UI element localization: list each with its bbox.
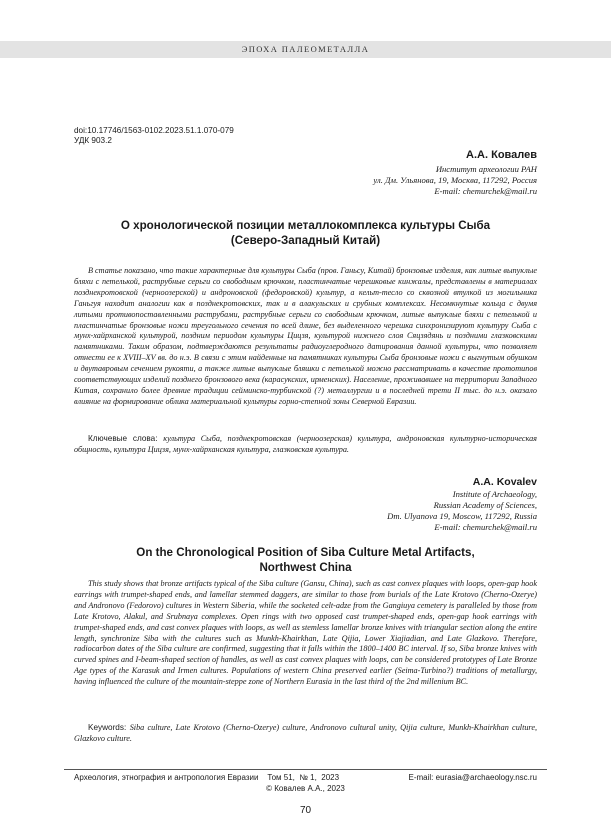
author-name-en: A.A. Kovalev [472,476,537,488]
section-header: ЭПОХА ПАЛЕОМЕТАЛЛА [0,41,611,58]
affiliation-line: Институт археологии РАН [435,164,537,174]
abstract-en: This study shows that bronze artifacts typical of the Siba culture (Gansu, China), such as cast convex plaques with loops, open-gap hook earrings with trumpet-shaped ends, and lamellar stemmed daggers, are similar to those from burials of the Late Krotovo (Cherno-Ozerye) and Andronovo (Fedorovo) cultures in Western Siberia, while the socketed celt-adze from the Gangiuya cemetery is paralleled by those from Late Krotovo, Alakul, and Srubnaya complexes. Open rings with two opposed cast trumpet-shaped ends, open-gap hook earrings with trumpet-shaped ends, and cast convex plaques with loops, as well as stemless lamellar bronze knives with triangular section along the entire length, synchronize Siba with the cultures such as Munkh-Khairkhan, Late Qijia, Lower Xiajiadian, and Late Glazkovo. Therefore, radiocarbon dates of the Siba culture are confirmed, suggesting that it falls within the 1800–1400 BC interval. If so, Siba bronze knives with curved spines and I-beam-shaped section of handles, as well as cast convex plaques with loops, can be considered prototypes of Late Bronze Age types of the Karasuk and Irmen cultures. Populations of western China preserved earlier (Seima-Turbino?) traditions of metallurgy, having influenced the culture of the mountain-steppe zone of Northern Eurasia in the last third of the 2nd millenium BC. [74,579,537,687]
footer-divider [64,769,547,770]
keywords-label: Keywords: [88,723,127,732]
title-line: (Северо-Западный Китай) [230,234,381,247]
keywords-label: Ключевые слова: [88,434,158,443]
footer-journal: Археология, этнография и антропология Евразии Том 51, № 1, 2023 [74,773,340,782]
article-title-ru [60,218,551,248]
keywords-ru [74,434,537,456]
keywords-text: культура Сыба, позднекротовская (черноозерская) культура, андроновская культурно-историческая общность, культура Цицзя, мунх-хайрханская культура, глазковская культура. [74,434,537,454]
footer-email: E-mail: eurasia@archaeology.nsc.ru [408,773,537,782]
title-line: On the Chronological Position of Siba Culture Metal Artifacts, [136,546,475,559]
keywords-en [74,723,537,745]
affiliation-line: Russian Academy of Sciences, [433,500,537,510]
title-line: О хронологической позиции металлокомплекса культуры Сыба [120,219,491,232]
page-number: 70 [299,805,312,816]
affiliation-email: E-mail: chemurchek@mail.ru [434,186,537,196]
keywords-text: Siba culture, Late Krotovo (Cherno-Ozerye) culture, Andronovo cultural unity, Qijia culture, Munkh-Khairkhan culture, Glazkovo culture. [74,723,537,743]
affiliation-line: Dm. Ulyanova 19, Moscow, 117292, Russia [387,511,537,521]
title-line: Northwest China [259,561,352,574]
affiliation-line: ул. Дм. Ульянова, 19, Москва, 117292, Россия [373,175,537,185]
affiliation-ru [373,164,537,197]
udk: УДК 903.2 [74,136,112,145]
author-name-ru: А.А. Ковалев [466,149,537,161]
abstract-ru: В статье показано, что такие характерные для культуры Сыба (пров. Ганьсу, Китай) бронзовые изделия, как литые выпуклые бляхи с петелькой, раструбные серьги со свободным крючком, пластинчатые черешковые кинжалы, представлены в материалах позднекротовской (черноозерской) и андроновской (федоровской) культур, а кельт-тесло со сквозной втулкой из могильника Ганьгуя находит аналогии как в позднекротовских, так и в алакульских и срубных комплексах. Несомкнутые кольца с двумя литыми противопоставленными раструбами, раструбные серьги со свободным крючком, литые выпуклые бляхи с петелькой и пластинчатые бронзовые ножи треугольного сечения по всей длине, без выделенного черешка синхронизируют культуру Сыба с мунх-хайрханской культурой, поздним периодом культуры Цицзя, культурой нижнего слоя Сяцзядянь и поздними глазковскими памятниками. Таким образом, подтверждаются результаты радиоуглеродного датирования данной культуры, что позволяет отнести ее к XVIII–XV вв. до н.э. В связи с этим найденные на памятниках культуры Сыба бронзовые ножи с выгнутым обушком и двутавровым сечением рукояти, а также литые выпуклые бляшки с петелькой можно рассматривать в качестве прототипов соответствующих изделий позднего бронзового века (карасукских, ирменских). Население, проживавшее на территории Западного Китая, сохранило более древние традиции сейминско-турбинской (?) металлургии и в последней трети II тыс. до н.э. оказало влияние на формирование облика материальной культуры горно-степной зоны Северной Евразии. [74,266,537,406]
affiliation-email: E-mail: chemurchek@mail.ru [434,522,537,532]
article-title-en [60,545,551,575]
affiliation-line: Institute of Archaeology, [452,489,537,499]
copyright: © Ковалев А.А., 2023 [266,784,345,793]
doi: doi:10.17746/1563-0102.2023.51.1.070-079 [74,126,234,135]
affiliation-en [387,489,537,533]
